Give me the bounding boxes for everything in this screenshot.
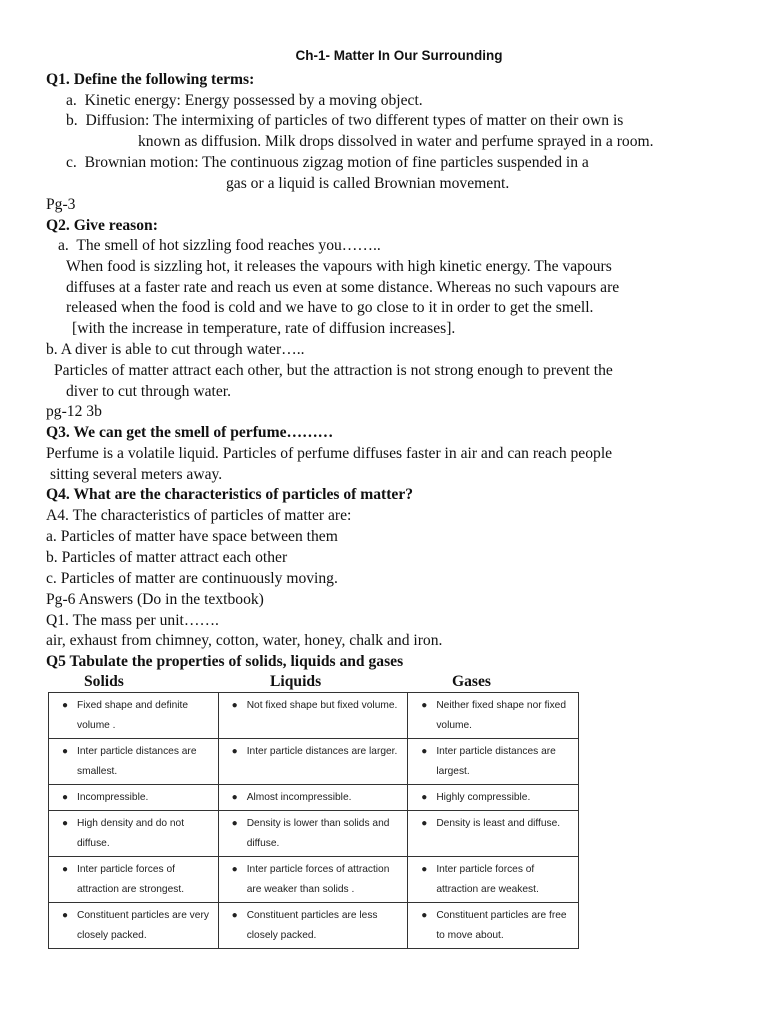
cell-text: Fixed shape and definite volume .: [77, 700, 189, 731]
table-cell: [408, 693, 579, 739]
q2-heading: Q2. Give reason:: [46, 217, 158, 234]
cell-text: Density is lower than solids and diffuse.: [246, 818, 390, 849]
cell-text: Inter particle forces of attraction are weaker than solids .: [246, 864, 390, 895]
bullet-icon: ●: [61, 792, 69, 803]
q2-answer-a-line4: [with the increase in temperature, rate of diffusion increases].: [72, 320, 456, 337]
bullet-icon: ●: [231, 700, 238, 711]
q1-item-c-line1: c. Brownian motion: The continuous zigzag motion of fine particles suspended in a: [66, 154, 589, 171]
bullet-icon: ●: [231, 910, 238, 921]
table-cell: [218, 857, 408, 903]
bullet-icon: ●: [231, 746, 238, 757]
cell-text: Inter particle distances are smallest.: [77, 746, 197, 777]
q3-answer-line2: sitting several meters away.: [50, 466, 223, 483]
table-cell: [49, 739, 219, 785]
bullet-icon: ●: [421, 792, 428, 803]
bullet-icon: ●: [421, 864, 428, 875]
table-cell: [49, 785, 219, 811]
page-ref-pg12: pg-12 3b: [46, 403, 102, 420]
table-cell: [408, 857, 579, 903]
table-cell: [218, 811, 408, 857]
pg6-line1: Pg-6 Answers (Do in the textbook): [46, 591, 264, 608]
q3-answer-line1: Perfume is a volatile liquid. Particles of perfume diffuses faster in air and can reach people: [46, 445, 613, 462]
q2-item-a: a. The smell of hot sizzling food reaches you……..: [58, 237, 381, 254]
q1-item-b-line1: b. Diffusion: The intermixing of particles of two different types of matter on their own is: [66, 112, 624, 129]
bullet-icon: ●: [231, 818, 238, 829]
cell-text: Highly compressible.: [436, 792, 531, 803]
pg6-line2: Q1. The mass per unit…….: [46, 612, 219, 629]
q2-answer-a-line1: When food is sizzling hot, it releases the vapours with high kinetic energy. The vapours: [66, 258, 612, 275]
cell-text: Density is least and diffuse.: [436, 818, 561, 829]
table-cell: [408, 903, 579, 949]
cell-text: Constituent particles are very closely packed.: [77, 910, 209, 941]
table-cell: [408, 785, 579, 811]
bullet-icon: ●: [61, 818, 69, 829]
bullet-icon: ●: [421, 910, 428, 921]
q2-answer-b-line2: diver to cut through water.: [66, 383, 231, 400]
properties-table: [48, 692, 579, 949]
bullet-icon: ●: [231, 864, 238, 875]
cell-text: Not fixed shape but fixed volume.: [246, 700, 398, 711]
table-cell: [218, 903, 408, 949]
table-row: [49, 857, 579, 903]
q1-item-c-line2: gas or a liquid is called Brownian movement.: [226, 175, 510, 192]
q1-item-a: a. Kinetic energy: Energy possessed by a moving object.: [66, 92, 423, 109]
q1-item-b-line2: known as diffusion. Milk drops dissolved in water and perfume sprayed in a room.: [138, 133, 654, 150]
q4-answer-line2: a. Particles of matter have space between them: [46, 528, 338, 545]
q4-answer-line4: c. Particles of matter are continuously moving.: [46, 570, 338, 587]
table-header-liquids: Liquids: [270, 673, 322, 690]
cell-text: Inter particle forces of attraction are weakest.: [436, 864, 539, 895]
table-cell: [49, 857, 219, 903]
table-cell: [49, 693, 219, 739]
cell-text: Neither fixed shape nor fixed volume.: [436, 700, 566, 731]
cell-text: High density and do not diffuse.: [77, 818, 185, 849]
q1-heading: Q1. Define the following terms:: [46, 71, 255, 88]
table-row: [49, 903, 579, 949]
table-row: [49, 785, 579, 811]
cell-text: Constituent particles are less closely packed.: [246, 910, 378, 941]
bullet-icon: ●: [61, 700, 69, 711]
cell-text: Almost incompressible.: [246, 792, 352, 803]
q2-item-b: b. A diver is able to cut through water…..: [46, 341, 305, 358]
table-cell: [218, 693, 408, 739]
table-row: [49, 811, 579, 857]
table-cell: [49, 903, 219, 949]
table-cell: [218, 785, 408, 811]
bullet-icon: ●: [61, 746, 69, 757]
q4-answer-line3: b. Particles of matter attract each other: [46, 549, 288, 566]
cell-text: Inter particle forces of attraction are strongest.: [77, 864, 185, 895]
table-header-gases: Gases: [452, 673, 491, 690]
table-row: [49, 739, 579, 785]
table-cell: [218, 739, 408, 785]
bullet-icon: ●: [61, 910, 69, 921]
table-cell: [49, 811, 219, 857]
q4-heading: Q4. What are the characteristics of particles of matter?: [46, 486, 414, 503]
bullet-icon: ●: [421, 818, 428, 829]
bullet-icon: ●: [421, 700, 428, 711]
table-header-solids: Solids: [84, 673, 124, 690]
table-row: [49, 693, 579, 739]
q4-answer-line1: A4. The characteristics of particles of matter are:: [46, 507, 352, 524]
bullet-icon: ●: [61, 864, 69, 875]
q5-heading: Q5 Tabulate the properties of solids, liquids and gases: [46, 653, 404, 670]
pg6-line3: air, exhaust from chimney, cotton, water, honey, chalk and iron.: [46, 632, 443, 649]
cell-text: Incompressible.: [77, 792, 149, 803]
q2-answer-b-line1: Particles of matter attract each other, but the attraction is not strong enough to prevent the: [54, 362, 613, 379]
page-title: Ch-1- Matter In Our Surrounding: [295, 48, 503, 63]
table-cell: [408, 739, 579, 785]
bullet-icon: ●: [421, 746, 428, 757]
cell-text: Constituent particles are free to move about.: [436, 910, 567, 941]
q2-answer-a-line2: diffuses at a faster rate and reach us even at some distance. Whereas no such vapours are: [66, 279, 620, 296]
bullet-icon: ●: [231, 792, 238, 803]
table-cell: [408, 811, 579, 857]
q3-heading: Q3. We can get the smell of perfume………: [46, 424, 334, 441]
cell-text: Inter particle distances are largest.: [436, 746, 556, 777]
q2-answer-a-line3: released when the food is cold and we have to go close to it in order to get the smell.: [66, 299, 594, 316]
page-ref-pg3: Pg-3: [46, 196, 76, 213]
cell-text: Inter particle distances are larger.: [246, 746, 398, 757]
